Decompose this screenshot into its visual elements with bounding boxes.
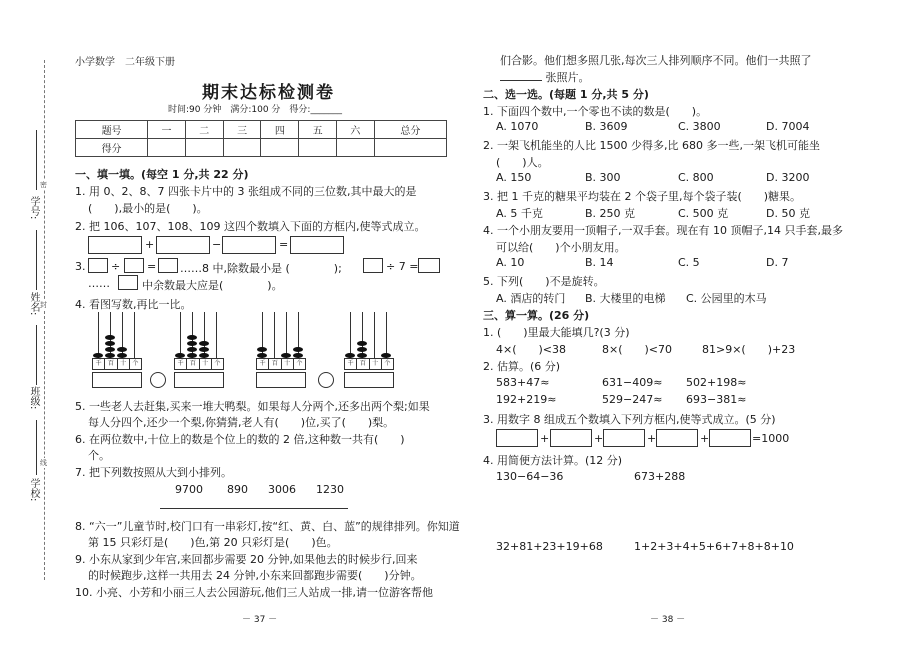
abacus-label: 千 bbox=[93, 359, 105, 369]
section-2-heading: 二、选一选。(每题 1 分,共 5 分) bbox=[483, 88, 649, 101]
question-2: 2. 把 106、107、108、109 这四个数填入下面的方框内,使等式成立。 bbox=[75, 220, 426, 233]
answer-box[interactable] bbox=[156, 236, 210, 254]
table-cell: 五 bbox=[299, 121, 337, 139]
side-label-class: 班级: bbox=[28, 386, 39, 410]
answer-box[interactable] bbox=[344, 372, 394, 388]
side-label-name: 姓名: bbox=[28, 292, 39, 316]
abacus-figure bbox=[92, 312, 140, 372]
choice-option[interactable]: C. 3800 bbox=[678, 120, 721, 133]
page-header: 小学数学 二年级下册 bbox=[75, 57, 175, 68]
answer-box[interactable] bbox=[88, 258, 108, 273]
score-cell[interactable] bbox=[261, 139, 299, 157]
calc-item[interactable]: 8×( )<70 bbox=[602, 343, 673, 356]
page-number: － 38 － bbox=[650, 615, 686, 625]
question-10-cont: 们合影。他们想多照几张,每次三人排列顺序不同。他们一共照了 bbox=[500, 54, 812, 67]
table-cell: 四 bbox=[261, 121, 299, 139]
score-table bbox=[75, 120, 447, 157]
abacus-figure bbox=[344, 312, 392, 372]
operator: + bbox=[594, 432, 604, 445]
seal-mark: 密 bbox=[40, 181, 47, 189]
answer-box[interactable] bbox=[92, 372, 142, 388]
choice-option[interactable]: D. 3200 bbox=[766, 171, 810, 184]
operator: + bbox=[540, 432, 550, 445]
estimate-item[interactable]: 583+47≈ bbox=[496, 376, 550, 389]
calc-2: 2. 估算。(6 分) bbox=[483, 360, 561, 373]
calc-item[interactable]: 4×( )<38 bbox=[496, 343, 567, 356]
question-8-cont: 第 15 只彩灯是( )色,第 20 只彩灯是( )色。 bbox=[88, 536, 338, 549]
question-9-cont: 的时候跑步,这样一共用去 24 分钟,小东来回都跑步需要( )分钟。 bbox=[88, 569, 422, 582]
abacus-label: 十 bbox=[200, 359, 212, 369]
simplify-item[interactable]: 32+81+23+19+68 bbox=[496, 540, 603, 553]
side-blank[interactable] bbox=[36, 230, 37, 290]
answer-box[interactable] bbox=[550, 429, 592, 447]
choice-option[interactable]: A. 酒店的转门 bbox=[496, 292, 566, 305]
side-blank[interactable] bbox=[36, 130, 37, 190]
table-cell: 三 bbox=[223, 121, 261, 139]
side-blank[interactable] bbox=[36, 325, 37, 385]
exam-title: 期末达标检测卷 bbox=[202, 83, 335, 103]
answer-box[interactable] bbox=[363, 258, 383, 273]
estimate-item[interactable]: 529−247≈ bbox=[602, 393, 663, 406]
calc-item[interactable]: 81>9×( )+23 bbox=[702, 343, 796, 356]
answer-box[interactable] bbox=[418, 258, 440, 273]
choice-option[interactable]: A. 1070 bbox=[496, 120, 539, 133]
score-cell[interactable] bbox=[223, 139, 261, 157]
choice-option[interactable]: D. 7 bbox=[766, 256, 789, 269]
answer-box[interactable] bbox=[124, 258, 144, 273]
calc-1: 1. ( )里最大能填几?(3 分) bbox=[483, 326, 630, 339]
estimate-item[interactable]: 693−381≈ bbox=[686, 393, 747, 406]
choice-option[interactable]: D. 50 克 bbox=[766, 207, 810, 220]
operator: ÷ 7 = bbox=[386, 260, 419, 273]
question-3-text: ……8 中,除数最小是 ( ); bbox=[180, 262, 342, 275]
question-7: 7. 把下列数按照从大到小排列。 bbox=[75, 466, 232, 479]
abacus-label: 个 bbox=[132, 360, 139, 367]
compare-circle[interactable] bbox=[318, 372, 334, 388]
score-cell[interactable] bbox=[185, 139, 223, 157]
answer-box[interactable] bbox=[222, 236, 276, 254]
number-item: 3006 bbox=[268, 483, 296, 496]
choice-5: 5. 下列( )不是旋转。 bbox=[483, 275, 605, 288]
choice-3: 3. 把 1 千克的糖果平均装在 2 个袋子里,每个袋子装( )糖果。 bbox=[483, 190, 802, 203]
answer-box[interactable] bbox=[118, 275, 138, 290]
score-cell[interactable] bbox=[337, 139, 375, 157]
table-cell: 得分 bbox=[76, 139, 148, 157]
seal-mark: 封 bbox=[40, 301, 47, 309]
answer-box[interactable] bbox=[496, 429, 538, 447]
table-cell: 六 bbox=[337, 121, 375, 139]
question-5-cont: 每人分四个,还少一个梨,你猜猜,老人有( )位,买了( )梨。 bbox=[88, 416, 395, 429]
choice-option[interactable]: B. 14 bbox=[585, 256, 614, 269]
table-cell: 题号 bbox=[76, 121, 148, 139]
answer-box[interactable] bbox=[174, 372, 224, 388]
side-blank[interactable] bbox=[36, 420, 37, 475]
question-1: 1. 用 0、2、8、7 四张卡片中的 3 张组成不同的三位数,其中最大的是 bbox=[75, 185, 417, 198]
choice-2: 2. 一架飞机能坐的人比 1500 少得多,比 680 多一些,一架飞机可能坐 bbox=[483, 139, 820, 152]
choice-4: 4. 一个小朋友要用一顶帽子,一双手套。现在有 10 顶帽子,14 只手套,最多 bbox=[483, 224, 843, 237]
score-cell[interactable] bbox=[299, 139, 337, 157]
question-1-cont: ( ),最小的是( )。 bbox=[88, 202, 208, 215]
choice-4-cont: 可以给( )个小朋友用。 bbox=[496, 241, 626, 254]
choice-option[interactable]: C. 500 克 bbox=[678, 207, 729, 220]
operator: + bbox=[145, 238, 155, 251]
simplify-item[interactable]: 1+2+3+4+5+6+7+8+8+10 bbox=[634, 540, 794, 553]
choice-option[interactable]: C. 5 bbox=[678, 256, 700, 269]
question-3-number: 3. bbox=[75, 260, 86, 273]
abacus-figure bbox=[174, 312, 222, 372]
question-10-tail: 张照片。 bbox=[545, 71, 590, 84]
question-3-tail: 中余数最大应是( )。 bbox=[142, 279, 283, 292]
abacus-label: 百 bbox=[357, 359, 369, 369]
abacus-label: 个 bbox=[384, 360, 391, 367]
seal-line bbox=[44, 60, 45, 580]
number-item: 1230 bbox=[316, 483, 344, 496]
simplify-item[interactable]: 130−64−36 bbox=[496, 470, 564, 483]
operator: = bbox=[147, 260, 157, 273]
question-5: 5. 一些老人去赶集,买来一堆大鸭梨。如果每人分两个,还多出两个梨;如果 bbox=[75, 400, 430, 413]
choice-option[interactable]: B. 3609 bbox=[585, 120, 628, 133]
score-cell[interactable] bbox=[148, 139, 186, 157]
operator: = bbox=[279, 238, 289, 251]
abacus-label: 百 bbox=[187, 359, 199, 369]
choice-option[interactable]: A. 10 bbox=[496, 256, 525, 269]
question-3-dots: …… bbox=[88, 277, 110, 290]
operator: − bbox=[212, 238, 222, 251]
abacus-label: 千 bbox=[175, 359, 187, 369]
question-4: 4. 看图写数,再比一比。 bbox=[75, 298, 192, 311]
choice-2-cont: ( )人。 bbox=[496, 156, 549, 169]
calc-4: 4. 用简便方法计算。(12 分) bbox=[483, 454, 623, 467]
section-1-heading: 一、填一填。(每空 1 分,共 22 分) bbox=[75, 168, 249, 181]
compare-circle[interactable] bbox=[150, 372, 166, 388]
choice-option[interactable]: C. 公园里的木马 bbox=[686, 292, 767, 305]
choice-option[interactable]: A. 5 千克 bbox=[496, 207, 543, 220]
side-label-student-no: 学号: bbox=[28, 196, 39, 220]
simplify-item[interactable]: 673+288 bbox=[634, 470, 686, 483]
question-8: 8. “六一”儿童节时,校门口有一串彩灯,按“红、黄、白、蓝”的规律排列。你知道 bbox=[75, 520, 460, 533]
answer-box[interactable] bbox=[656, 429, 698, 447]
number-item: 9700 bbox=[175, 483, 203, 496]
operator: ÷ bbox=[111, 260, 121, 273]
seal-mark: 线 bbox=[40, 459, 47, 467]
abacus-label: 个 bbox=[296, 360, 303, 367]
choice-1: 1. 下面四个数中,一个零也不读的数是( )。 bbox=[483, 105, 708, 118]
abacus-label: 十 bbox=[118, 359, 130, 369]
question-6: 6. 在两位数中,十位上的数是个位上的数的 2 倍,这种数一共有( ) bbox=[75, 433, 405, 446]
table-cell: 总分 bbox=[374, 121, 446, 139]
table-cell: 一 bbox=[148, 121, 186, 139]
answer-box[interactable] bbox=[603, 429, 645, 447]
abacus-label: 百 bbox=[269, 359, 281, 369]
question-6-cont: 个。 bbox=[88, 449, 110, 462]
page-number: － 37 － bbox=[242, 615, 278, 625]
calc-3: 3. 用数字 8 组成五个数填入下列方框内,使等式成立。(5 分) bbox=[483, 413, 776, 426]
abacus-label: 个 bbox=[214, 360, 221, 367]
answer-blank[interactable] bbox=[500, 80, 542, 81]
answer-box[interactable] bbox=[256, 372, 306, 388]
table-cell: 二 bbox=[185, 121, 223, 139]
answer-box[interactable] bbox=[709, 429, 751, 447]
question-10: 10. 小亮、小芳和小丽三人去公园游玩,他们三人站成一排,请一位游客帮他 bbox=[75, 586, 433, 599]
table-row bbox=[76, 139, 447, 157]
choice-option[interactable]: B. 大楼里的电梯 bbox=[585, 292, 666, 305]
answer-box[interactable] bbox=[290, 236, 344, 254]
abacus-label: 十 bbox=[282, 359, 294, 369]
answer-box[interactable] bbox=[88, 236, 142, 254]
estimate-item[interactable]: 502+198≈ bbox=[686, 376, 747, 389]
side-label-school: 学校: bbox=[28, 478, 39, 502]
choice-option[interactable]: C. 800 bbox=[678, 171, 714, 184]
operator: + bbox=[647, 432, 657, 445]
exam-meta: 时间:90 分钟 满分:100 分 得分:_______ bbox=[168, 105, 342, 115]
abacus-figure bbox=[256, 312, 304, 372]
answer-box[interactable] bbox=[158, 258, 178, 273]
abacus-label: 千 bbox=[257, 359, 269, 369]
abacus-label: 百 bbox=[105, 359, 117, 369]
choice-option[interactable]: B. 300 bbox=[585, 171, 621, 184]
question-9: 9. 小东从家到少年宫,来回都步需要 20 分钟,如果他去的时候步行,回来 bbox=[75, 553, 418, 566]
question-10-cont2 bbox=[500, 69, 590, 85]
estimate-item[interactable]: 631−409≈ bbox=[602, 376, 663, 389]
operator: + bbox=[700, 432, 710, 445]
answer-line[interactable] bbox=[160, 508, 348, 509]
abacus-label: 千 bbox=[345, 359, 357, 369]
abacus-label: 十 bbox=[370, 359, 382, 369]
number-item: 890 bbox=[227, 483, 248, 496]
choice-option[interactable]: D. 7004 bbox=[766, 120, 810, 133]
choice-option[interactable]: B. 250 克 bbox=[585, 207, 636, 220]
estimate-item[interactable]: 192+219≈ bbox=[496, 393, 557, 406]
table-row bbox=[76, 121, 447, 139]
score-cell[interactable] bbox=[374, 139, 446, 157]
equals-1000: =1000 bbox=[752, 432, 790, 445]
choice-option[interactable]: A. 150 bbox=[496, 171, 532, 184]
section-3-heading: 三、算一算。(26 分) bbox=[483, 309, 590, 322]
